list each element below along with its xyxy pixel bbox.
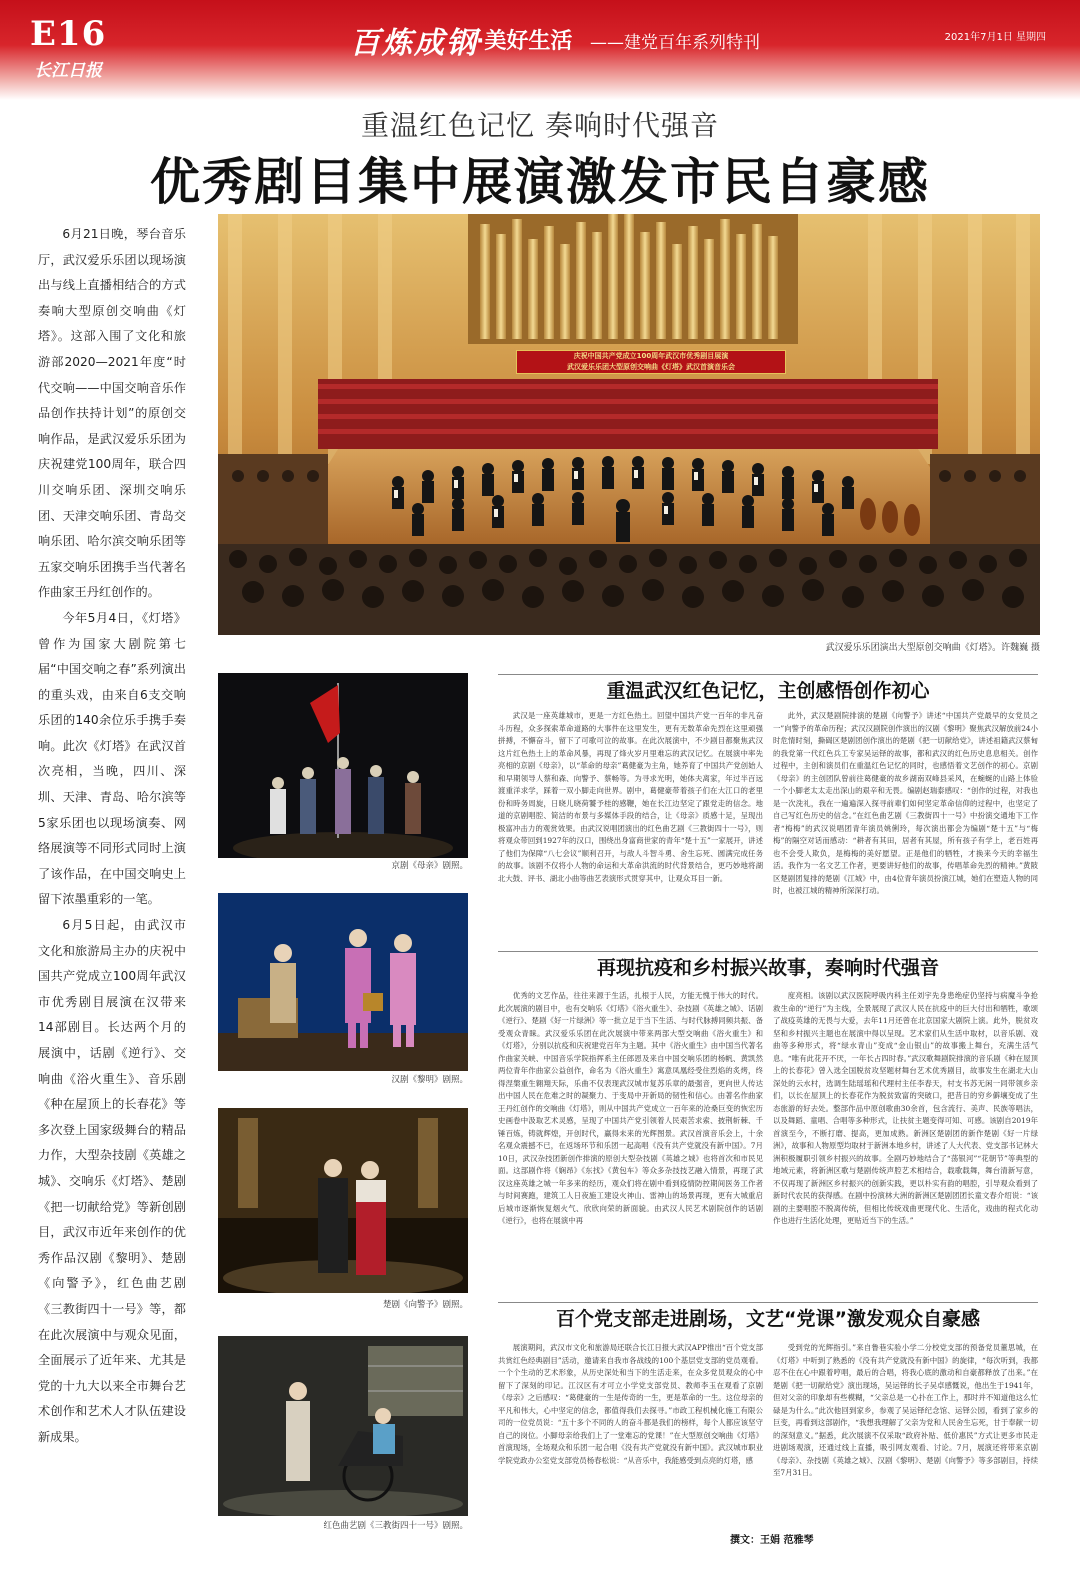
photo-chu-opera-xiang-jingyu [218,1108,468,1293]
section-name: ·美好生活 [476,29,573,54]
special-issue-brand: 百炼成钢 [350,26,478,61]
section-rule [498,674,1038,675]
section-column: 此外，武汉楚剧院排演的楚剧《向警予》讲述“中国共产党最早的女党员之一”向警予的革命历程；武汉汉剧院创作演出的汉剧《黎明》聚焦武汉解放前24小时危情时刻，撕碣区楚剧团创作演出的楚剧《把一切献给党》，讲述祖籍武汉蔡甸的我党第一代红色兵工专家吴运铎的故事，都和武汉的红色历史息息相关。创作过程中，主创和演员们在重温红色记忆的同时，也感悟着文艺创作的初心。京剧《母亲》的主创团队曾前往葛健豪的故乡湖南双峰县采风，在蜿蜒的山路上体验一个小脚老太太走出深山的艰辛和无畏。编剧赵瑞泰感叹：“创作的过程，对我也是一次洗礼，我在一遍遍深入探寻前辈们如何坚定革命信仰的过程中，也坚定了自己写红色历史的信念。”在红色曲艺剧《三教街四十一号》中扮演交通地下工作者“梅梅”的武汉说唱团青年演员姚俐玲，每次演出都会为编剧“楚十五”与“梅梅”的隔空对话而感动：“耕者有其田，居者有其屋，所有孩子有学上，老百姓再也不会受人欺负，是梅梅的美好愿望。正是他们的牺牲，才换来今天的幸福生活。我作为一名文艺工作者，更要讲好他们的故事，传唱革命先烈的精神。”黄陂区楚剧团复排的楚剧《江城》中，由4位青年演员扮演江城，她们在塑造人物的同时，也被江城的精神所深深打动。 [773,711,1038,895]
lede-paragraph: 6月5日起，由武汉市文化和旅游局主办的庆祝中国共产党成立100周年武汉市优秀剧目展演在汉带来14部剧目。长达两个月的展演中，话剧《逆行》、交响曲《浴火重生》、音乐剧《种在屋顶上的长春花》等多次登上国家级舞台的精品力作，大型杂技剧《英雄之城》、交响乐《灯塔》、楚剧《把一切献给党》等新创剧目，武汉市近年来创作的优秀作品汉剧《黎明》、楚剧《向警予》，红色曲艺剧《三教街四十一号》等，都在此次展演中与观众见面，全面展示了近年来、尤其是党的十九大以来全市舞台艺术创作和艺术人才队伍建设新成果。 [38,918,186,1444]
section-rule [498,1302,1038,1303]
issue-date: 2021年7月1日 星期四 [944,32,1046,43]
concert-hall-illustration [218,214,1040,635]
section-column: 受到党的光辉指引。”来自鲁巷实验小学二分校党支部的预备党员董思城，在《灯塔》中听到了熟悉的《没有共产党就没有新中国》的旋律，“每次听到，我都忍不住在心中跟着哼唱，最后的合唱，将我心底的激动和自豪都释放了出来。”在楚剧《把一切献给党》演出现场，吴运铎的长子吴卓感慨说，他出生于1941年，但对父亲的印象却有些模糊，“父亲总是一心扑在工作上，那时并不知道他这么忙碌是为什么。”此次他回到家乡，参观了吴运铎纪念馆、运铎公园，看到了家乡的巨变，再看到这部剧作，“我想我理解了父亲为党和人民舍生忘死，甘于奉献一切的深刻意义。”据悉，此次展演不仅采取“政府补贴、低价惠民”方式让更多市民走进剧场观演，还通过线上直播，吸引网友观看、讨论。7月，展演还将带来京剧《母亲》、杂技剧《英雄之城》、汉剧《黎明》、楚剧《向警予》等多部剧目，持续至7月31日。 [773,1343,1038,1477]
headline: 优秀剧目集中展演激发市民自豪感 [150,153,930,211]
section-column: 展演期间，武汉市文化和旅游局还联合长江日报大武汉APP推出“百个党支部共赏红色经典剧目”活动，邀请来自我市各战线的100个基层党支部的党员观看。一个个生动的艺术形象，从历史深处和当下的生活走来，在众多党员观众的心中留下了深刻的印记。江汉区有才可立小学党支部党员、教师李玉在观看了京剧《母亲》之后感叹：“葛健豪的一生是传奇的一生，更是革命的一生。这位母亲的平凡和伟大，心中坚定的信念，都值得我们去探寻。”市政工程机械化施工有限公司的一位党员说：“五十多个不同的人的奋斗都是我们的榜样，每个人都应该坚守自己的岗位。小脚母亲给我们上了一堂难忘的党课！”在大型原创交响曲《灯塔》首演现场，全场观众和乐团一起合唱《没有共产党就没有新中国》。武汉城市职业学院党政办公室党支部党员杨春松说：“从音乐中，我能感受到点亮的灯塔，感 [498,1343,763,1465]
section-rule [498,951,1038,952]
banner-line: 武汉爱乐乐团大型原创交响曲《灯塔》武汉首演音乐会 [567,363,735,371]
section-body [498,710,1038,940]
main-photo-orchestra [218,214,1040,635]
byline: 撰文：王娟 范雅琴 [730,1535,814,1546]
masthead [0,0,1080,100]
photo-caption: 京剧《母亲》剧照。 [391,861,468,871]
section-body [498,990,1038,1290]
subheadline: 重温红色记忆 奏响时代强音 [361,109,719,142]
section-title: 百个党支部走进剧场，文艺“党课”激发观众自豪感 [556,1308,980,1330]
lede-column [38,222,186,1451]
photo-peking-opera-mother [218,673,468,858]
page-number: E16 [30,14,107,54]
section-column: 优秀的文艺作品，往往来源于生活，扎根于人民，方能无愧于伟大的时代。此次展演的剧目中，也有交响乐《灯塔》《浴火重生》、杂技剧《英雄之城》、话剧《逆行》、楚剧《好一片绿洲》等一批立足于当下生活、与时代脉搏同频共振、备受观众青睐。武汉爱乐乐团在此次展演中带来两部大型交响曲《浴火重生》和《灯塔》，分别以抗疫和庆祝建党百年为主题。其中《浴火重生》由中国当代著名作曲家关峡、中国音乐学院指挥系主任郎恩及来自中国交响乐团的杨帆、黄凯然两位青年作曲家公益创作，命名为《浴火重生》寓意凤凰经受住烈焰的炙烤，终得涅槃重生翱翔天际，乐曲不仅表现武汉城市复苏乐章的最强音，更向世人传达出中国人民在危难之时的凝聚力、于变局中开新局的韧性和信心。由著名作曲家王丹红创作的交响曲《灯塔》，则从中国共产党成立一百年来的沧桑巨变的恢宏历史画卷中汲取艺术灵感，呈现了中国共产党引领着人民艰苦求索、披荆斩棘、千锤百炼，铸就辉煌，开创时代，赢得未来的光辉图景。武汉首演音乐会上，十余名观众震撼不已，在返场环节和乐团一起高唱《没有共产党就没有新中国》。7月10日，武汉杂技团新创作排演的原创大型杂技剧《英雄之城》也将首次和市民见面。这部剧作将《娴昂》《东找》《黄包车》等众多杂技技艺融入情景，再现了武汉这座英雄之城一年多来的经历，观众们将在剧中看到疫情防控期间医务工作者与时间赛跑，建筑工人日夜施工建设火神山、雷神山的场景再现，更有大城重启后城市逐渐恢复烟火气、欣欣向荣的新面貌。由武汉人民艺术剧院创作的话剧《逆行》，也将在展演中再 [498,991,763,1225]
section-column: 度亮相。该剧以武汉医院呼吸内科主任刘宇先身患绝症仍坚持与病魔斗争抢救生命的“逆行”为主线，全景展现了武汉人民在抗疫中的巨大付出和牺牲，歌颂了战疫英雄的无畏与大爱，去年11月还曾在北京国家大剧院上演。此外，脱贫攻坚和乡村振兴主题也在展演中得以呈现。艺术家们从生活中取材，以音乐剧、戏曲等多种形式，将“绿水青山”变成“金山银山”的故事搬上舞台，充满生活气息。“唯有此花开不厌，一年长占四时春。”武汉歌舞剧院排演的音乐剧《种在屋顶上的长春花》曾入选全国脱贫攻坚题材舞台艺术优秀剧目，故事发生在湖北大山深处的云水村，选调生陆瑶瑶和代理村主任李春天，村支书苏无闲一同带领乡亲们，以长在屋顶上的长春花作为脱贫致富的突破口，把昔日的穷乡僻壤变成了生态旅游的好去处。整部作品中原创歌曲30余首，包含流行、美声、民族等唱法，以及舞蹈、童唱、合唱等多种形式，让扶贫主题变得可知、可感。该剧自2019年首演至今，不断打磨、提高，更加成熟。新洲区楚剧团的新作楚剧《好一片绿洲》，故事和人物原型均取材于新洲本地乡村，讲述了人大代表、党支部书记林大洲积极履职引领乡村振兴的故事。全剧巧妙地结合了“荡银河”“花朝节”等典型的地域元素，将新洲区歌与楚剧传统声腔艺术相结合，载歌载舞，舞台清新写意，不仅再现了新洲区乡村振兴的创新实践，更以朴实有韵的唱腔，引导观众看到了新时代农民的获得感。在剧中扮演林大洲的新洲区楚剧团团长童文春介绍说：“该剧的主要唱腔不脱离传统，但相比传统戏曲更现代化、生活化，戏曲的程式化动作也进行生活化处理，更贴近当下的生活。” [773,991,1038,1225]
photo-caption: 汉剧《黎明》剧照。 [391,1075,468,1085]
main-photo-caption: 武汉爱乐乐团演出大型原创交响曲《灯塔》。许魏巍 摄 [825,643,1040,653]
banner-line: 庆祝中国共产党成立100周年武汉市优秀剧目展演 [573,352,729,360]
section-body [498,1342,1038,1527]
series-name: ——建党百年系列特刊 [590,33,760,53]
lede-paragraph: 今年5月4日，《灯塔》曾作为国家大剧院第七届“中国交响之春”系列演出的重头戏，由来自6支交响乐团的140余位乐手携手奏响。此次《灯塔》在武汉首次亮相，当晚，四川、深圳、天津、青岛、哈尔滨等5家乐团也以现场演奏、网络展演等不同形式同时上演了该作品，在中国交响史上留下浓墨重彩的一笔。 [38,610,186,907]
photo-caption: 红色曲艺剧《三教街四十一号》剧照。 [323,1521,468,1531]
section-column: 武汉是一座英雄城市，更是一方红色热土。回望中国共产党一百年的非凡奋斗历程，众多探索革命道路的大事件在这里发生，更有无数革命先烈在这里顽强拼搏，不懈奋斗，留下了可歌可泣的故事。在此次展演中，不少剧目都聚焦武汉这片红色热土上的革命风暴，再现了烽火岁月里难忘的武汉记忆。在展演中率先亮相的京剧《母亲》，以“革命的母亲”葛健豪为主角，她养育了中国共产党创始人和早期领导人蔡和森、向警予、蔡畅等。为寻求光明，她体夫离家，年过半百远渡重洋求学，踩着一双小脚走向世界。剧中，葛健豪带着孩子们在大江口的老里份和時务周旋，日晓儿晓荷饕予桂的感鞭，她在长江边坚定了跟党走的信念。地道的京剧唱腔、简洁的布景与多媒体手段的结合，让《母亲》质感十足，呈现出极富冲击力的观赏效果。由武汉说唱团演出的红色曲艺剧《三教街四十一号》，则将观众带回到1927年的汉口，围绕出身富商世家的青年“楚十五”一家展开，讲述了他们为保障“八七会议”顺利召开，与敌人斗智斗勇、舍生忘死、圆满完成任务的故事。该剧不仅将小人物的命运和大革命洪流的时代背景结合，更巧妙地将湖北大鼓、评书、湖北小曲等曲艺表演形式贯穿其中，让观众耳目一新。 [498,711,763,883]
newspaper-name: 长江日报 [34,61,102,81]
stage-banner [516,350,786,374]
photo-quyi-drama-sanjiao-street [218,1336,468,1516]
photo-caption: 楚剧《向警予》剧照。 [382,1300,468,1310]
section-title: 再现抗疫和乡村振兴故事，奏响时代强音 [596,957,939,979]
photo-han-opera-dawn [218,893,468,1071]
section-title: 重温武汉红色记忆，主创感悟创作初心 [606,680,930,702]
lede-paragraph: 6月21日晚，琴台音乐厅，武汉爱乐乐团以现场演出与线上直播相结合的方式奏响大型原创交响曲《灯塔》。这部入围了文化和旅游部2020—2021年度“时代交响——中国交响音乐作品创作扶持计划”的原创交响作品，是武汉爱乐乐团为庆祝建党100周年，联合四川交响乐团、深圳交响乐团、天津交响乐团、青岛交响乐团、哈尔滨交响乐团等五家交响乐团携手当代著名作曲家王丹红创作的。 [38,227,186,600]
